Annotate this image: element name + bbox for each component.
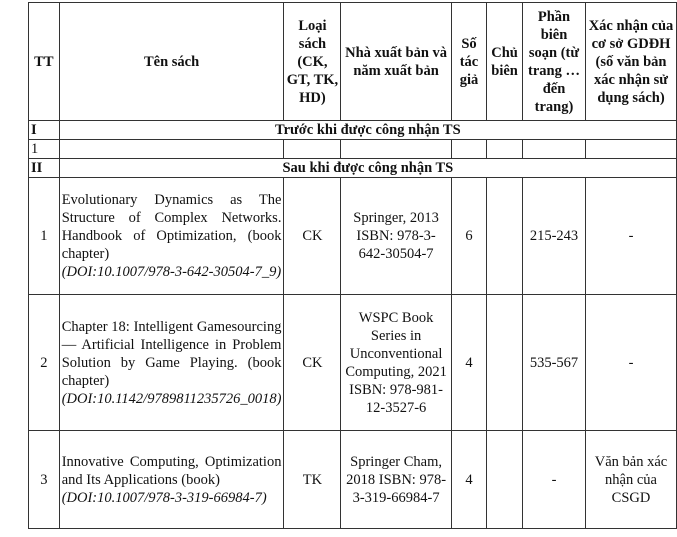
table-row <box>29 295 677 431</box>
section-row-after <box>29 159 677 178</box>
table-row <box>29 431 677 529</box>
section-num: II <box>29 159 60 178</box>
header-row <box>29 3 677 121</box>
book-type: CK <box>284 295 341 431</box>
editor <box>487 178 523 295</box>
row-tt: 2 <box>29 295 60 431</box>
confirmation: Văn bản xác nhận của CSGD <box>586 431 677 529</box>
publisher: Springer Cham, 2018 ISBN: 978-3-319-66984-7 <box>341 431 451 529</box>
table-row <box>29 178 677 295</box>
page-range: 535-567 <box>522 295 585 431</box>
confirmation: - <box>586 178 677 295</box>
header-tt: TT <box>29 3 60 121</box>
book-doi: (DOI:10.1142/9789811235726_0018) <box>61 390 282 407</box>
publisher: WSPC Book Series in Unconventional Computing, 2021 ISBN: 978-981-12-3527-6 <box>341 295 451 431</box>
header-title: Tên sách <box>59 3 284 121</box>
author-count: 4 <box>451 431 486 529</box>
author-count: 4 <box>451 295 486 431</box>
header-pages: Phần biên soạn (từ trang … đến trang) <box>522 3 585 121</box>
header-publisher: Nhà xuất bản và năm xuất bản <box>341 3 451 121</box>
book-title-cell <box>59 295 284 431</box>
empty-row <box>29 140 677 159</box>
book-type: TK <box>284 431 341 529</box>
row-num: 1 <box>29 140 60 159</box>
page-range: - <box>522 431 585 529</box>
book-doi: (DOI:10.1007/978-3-642-30504-7_9) <box>61 264 282 280</box>
author-count: 6 <box>451 178 486 295</box>
book-title-cell <box>59 431 284 529</box>
book-title: Innovative Computing, Optimization and Its Applications (book) <box>61 453 282 488</box>
confirmation: - <box>586 295 677 431</box>
row-tt: 3 <box>29 431 60 529</box>
header-confirm: Xác nhận của cơ sở GDĐH (số văn bản xác nhận sử dụng sách) <box>586 3 677 121</box>
book-type: CK <box>284 178 341 295</box>
section-row-before <box>29 121 677 140</box>
section-num: I <box>29 121 60 140</box>
book-title-cell <box>59 178 284 295</box>
section-label: Sau khi được công nhận TS <box>59 159 676 178</box>
row-tt: 1 <box>29 178 60 295</box>
editor <box>487 431 523 529</box>
book-doi: (DOI:10.1007/978-3-319-66984-7) <box>61 489 267 506</box>
header-type: Loại sách (CK, GT, TK, HD) <box>284 3 341 121</box>
book-title: Chapter 18: Intelligent Gamesourcing — Artificial Intelligence in Problem Solution by Game Playing. (book chapter) <box>61 318 282 389</box>
header-authors: Số tác giả <box>451 3 486 121</box>
page-range: 215-243 <box>522 178 585 295</box>
header-editor: Chủ biên <box>487 3 523 121</box>
book-title: Evolutionary Dynamics as The Structure of Complex Networks. Handbook of Optimization, (book chapter) <box>61 192 282 262</box>
section-label: Trước khi được công nhận TS <box>59 121 676 140</box>
books-table <box>28 2 677 529</box>
editor <box>487 295 523 431</box>
publisher: Springer, 2013 ISBN: 978-3-642-30504-7 <box>341 178 451 295</box>
